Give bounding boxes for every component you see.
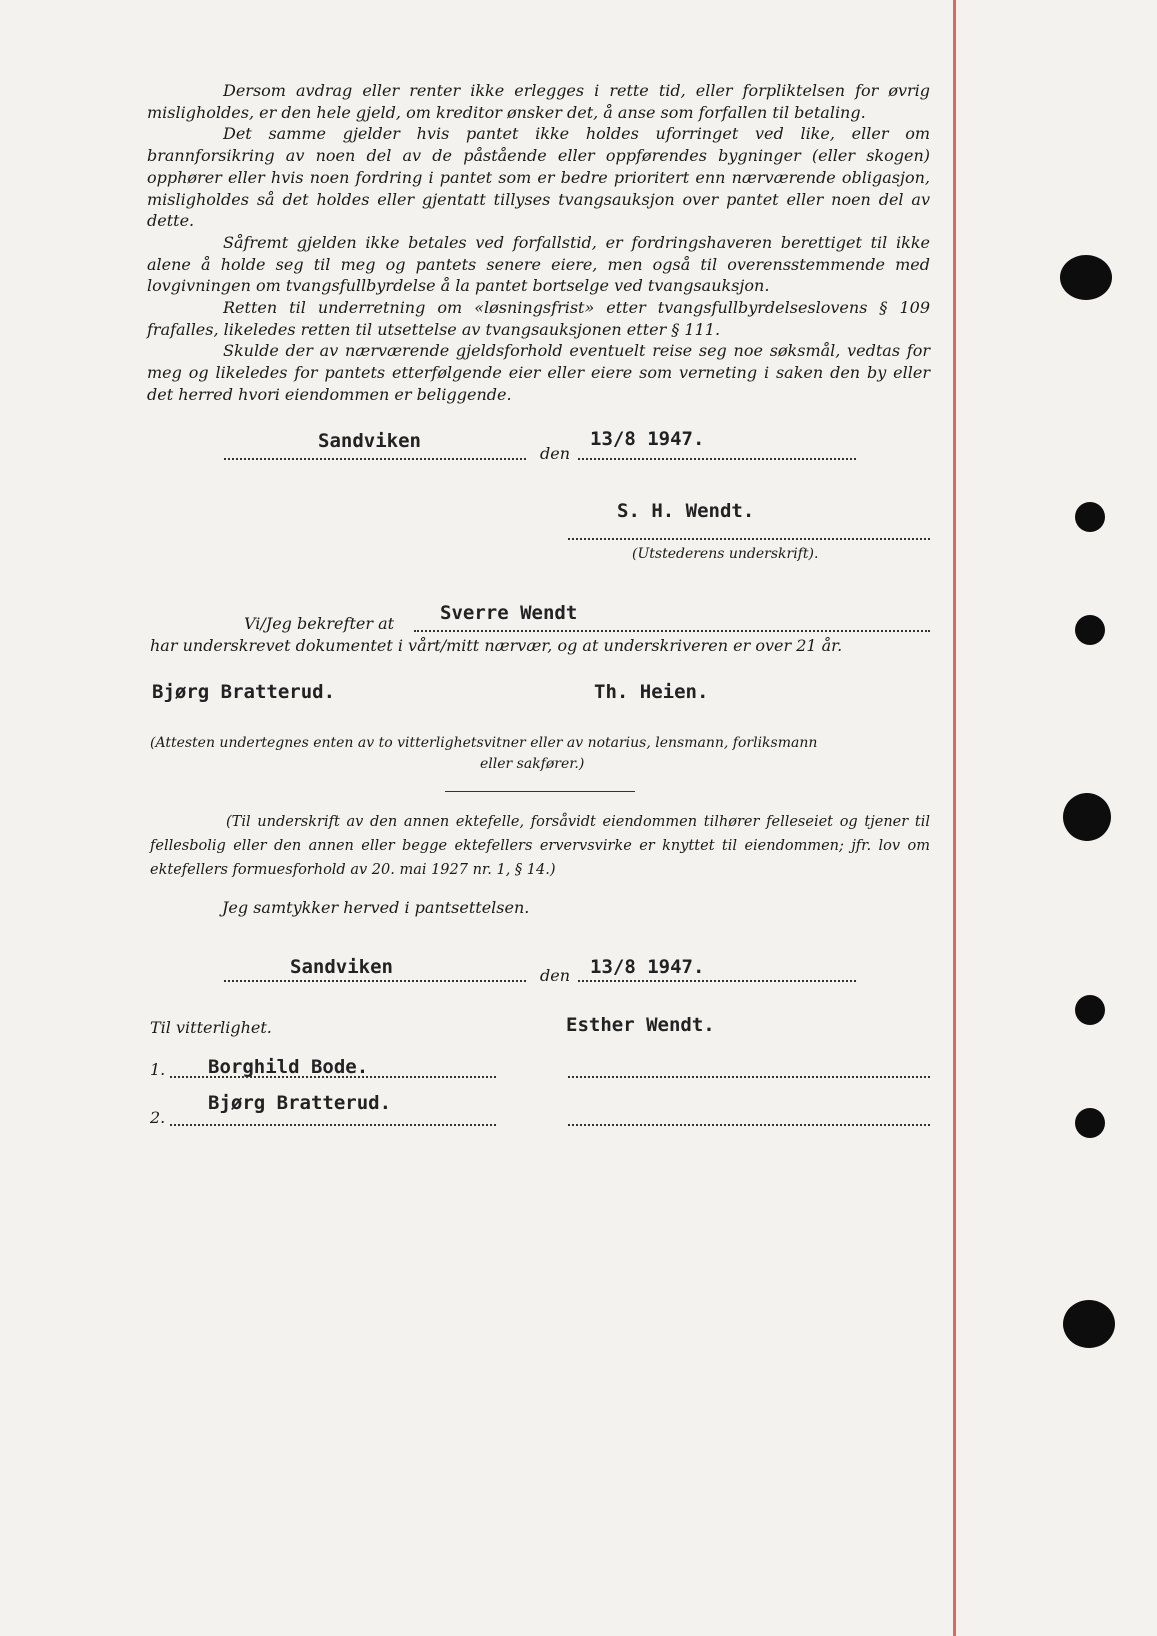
terms-text [147, 80, 930, 406]
attestation-note: (Attesten undertegnes enten av to vitterlighetsvitner eller av notarius, lensmann, forliksmann [150, 735, 818, 751]
issuer-signature: S. H. Wendt. [617, 500, 755, 522]
punch-hole [1063, 1300, 1115, 1348]
date-line [578, 980, 856, 982]
place-line [224, 458, 526, 460]
witness-number: 2. [150, 1108, 166, 1127]
issuer-date: 13/8 1947. [590, 428, 705, 450]
spouse-signature: Esther Wendt. [566, 1014, 715, 1036]
date-line [578, 458, 856, 460]
issuer-place: Sandviken [318, 430, 421, 452]
terms-paragraph: Såfremt gjelden ikke betales ved forfallstid, er fordringshaveren berettiget til ikke alene å holde seg til meg og pantets senere eiere, men også til overensstemmende med lovgivningen om tvangsfullbyrdelse å la pantet bortselge ved tvangsauksjon. [147, 232, 930, 296]
consent-text: Jeg samtykker herved i pantsettelsen. [222, 898, 530, 917]
witness-line [170, 1076, 496, 1078]
punch-hole [1075, 615, 1105, 645]
terms-paragraph: Retten til underretning om «løsningsfrist» etter tvangsfullbyrdelseslovens § 109 frafalles, likeledes retten til utsettelse av tvangsauksjonen etter § 111. [147, 298, 930, 339]
punch-hole [1060, 255, 1112, 300]
signature-line [568, 1076, 930, 1078]
spouse-note: (Til underskrift av den annen ektefelle, forsåvidt eiendommen tilhører felleseiet og tjener til fellesbolig eller den annen eller begge ektefellers ervervsvirke er knyttet til eiendommen; jfr. lov om ektefellers formuesforhold av 20. mai 1927 nr. 1, § 14.) [150, 814, 930, 878]
terms-paragraph: Skulde der av nærværende gjeldsforhold eventuelt reise seg noe søksmål, vedtas for meg og likeledes for pantets etterfølgende eier eller eiere som verneting i saken den by eller det herred hvori eiendommen er beliggende. [147, 341, 930, 404]
terms-paragraph: Det samme gjelder hvis pantet ikke holdes uforringet ved like, eller om brannforsikring av noen del av de påstående eller oppførendes bygninger (eller skogen) opphører eller hvis noen fordring i pantet som er bedre prioritert enn nærværende obligasjon, misligholdes så det holdes eller gjentatt tillyses tvangsauksjon over pantet eller noen del av dette. [147, 124, 930, 231]
attestation-line2: har underskrevet dokumentet i vårt/mitt nærvær, og at underskriveren er over 21 år. [150, 636, 843, 655]
punch-hole [1075, 1108, 1105, 1138]
attestation-name-line [414, 630, 930, 632]
spouse-place: Sandviken [290, 956, 393, 978]
terms-paragraph: Dersom avdrag eller renter ikke erlegges i rette tid, eller forpliktelsen for øvrig misligholdes, er den hele gjeld, om kreditor ønsker det, å anse som forfallen til betaling. [147, 81, 930, 122]
divider [445, 791, 635, 792]
witness-name: Borghild Bode. [208, 1056, 369, 1078]
signature-line [568, 538, 930, 540]
attested-name: Sverre Wendt [440, 602, 578, 624]
witness-2-signature: Th. Heien. [594, 681, 709, 703]
punch-hole [1063, 793, 1111, 841]
witness-name: Bjørg Bratterud. [208, 1092, 392, 1114]
witness-line [170, 1124, 496, 1126]
den-label: den [540, 444, 571, 463]
witness-number: 1. [150, 1060, 166, 1079]
den-label: den [540, 966, 571, 985]
punch-hole [1075, 502, 1105, 532]
witness-heading: Til vitterlighet. [150, 1018, 272, 1037]
punch-hole [1075, 995, 1105, 1025]
witness-1-signature: Bjørg Bratterud. [152, 681, 336, 703]
spouse-date: 13/8 1947. [590, 956, 705, 978]
signature-line [568, 1124, 930, 1126]
place-line [224, 980, 526, 982]
signature-caption: (Utstederens underskrift). [632, 546, 819, 562]
attestation-prefix: Vi/Jeg bekrefter at [244, 614, 395, 633]
attestation-note-cont: eller sakfører.) [480, 756, 585, 772]
red-margin-line [953, 0, 956, 1636]
